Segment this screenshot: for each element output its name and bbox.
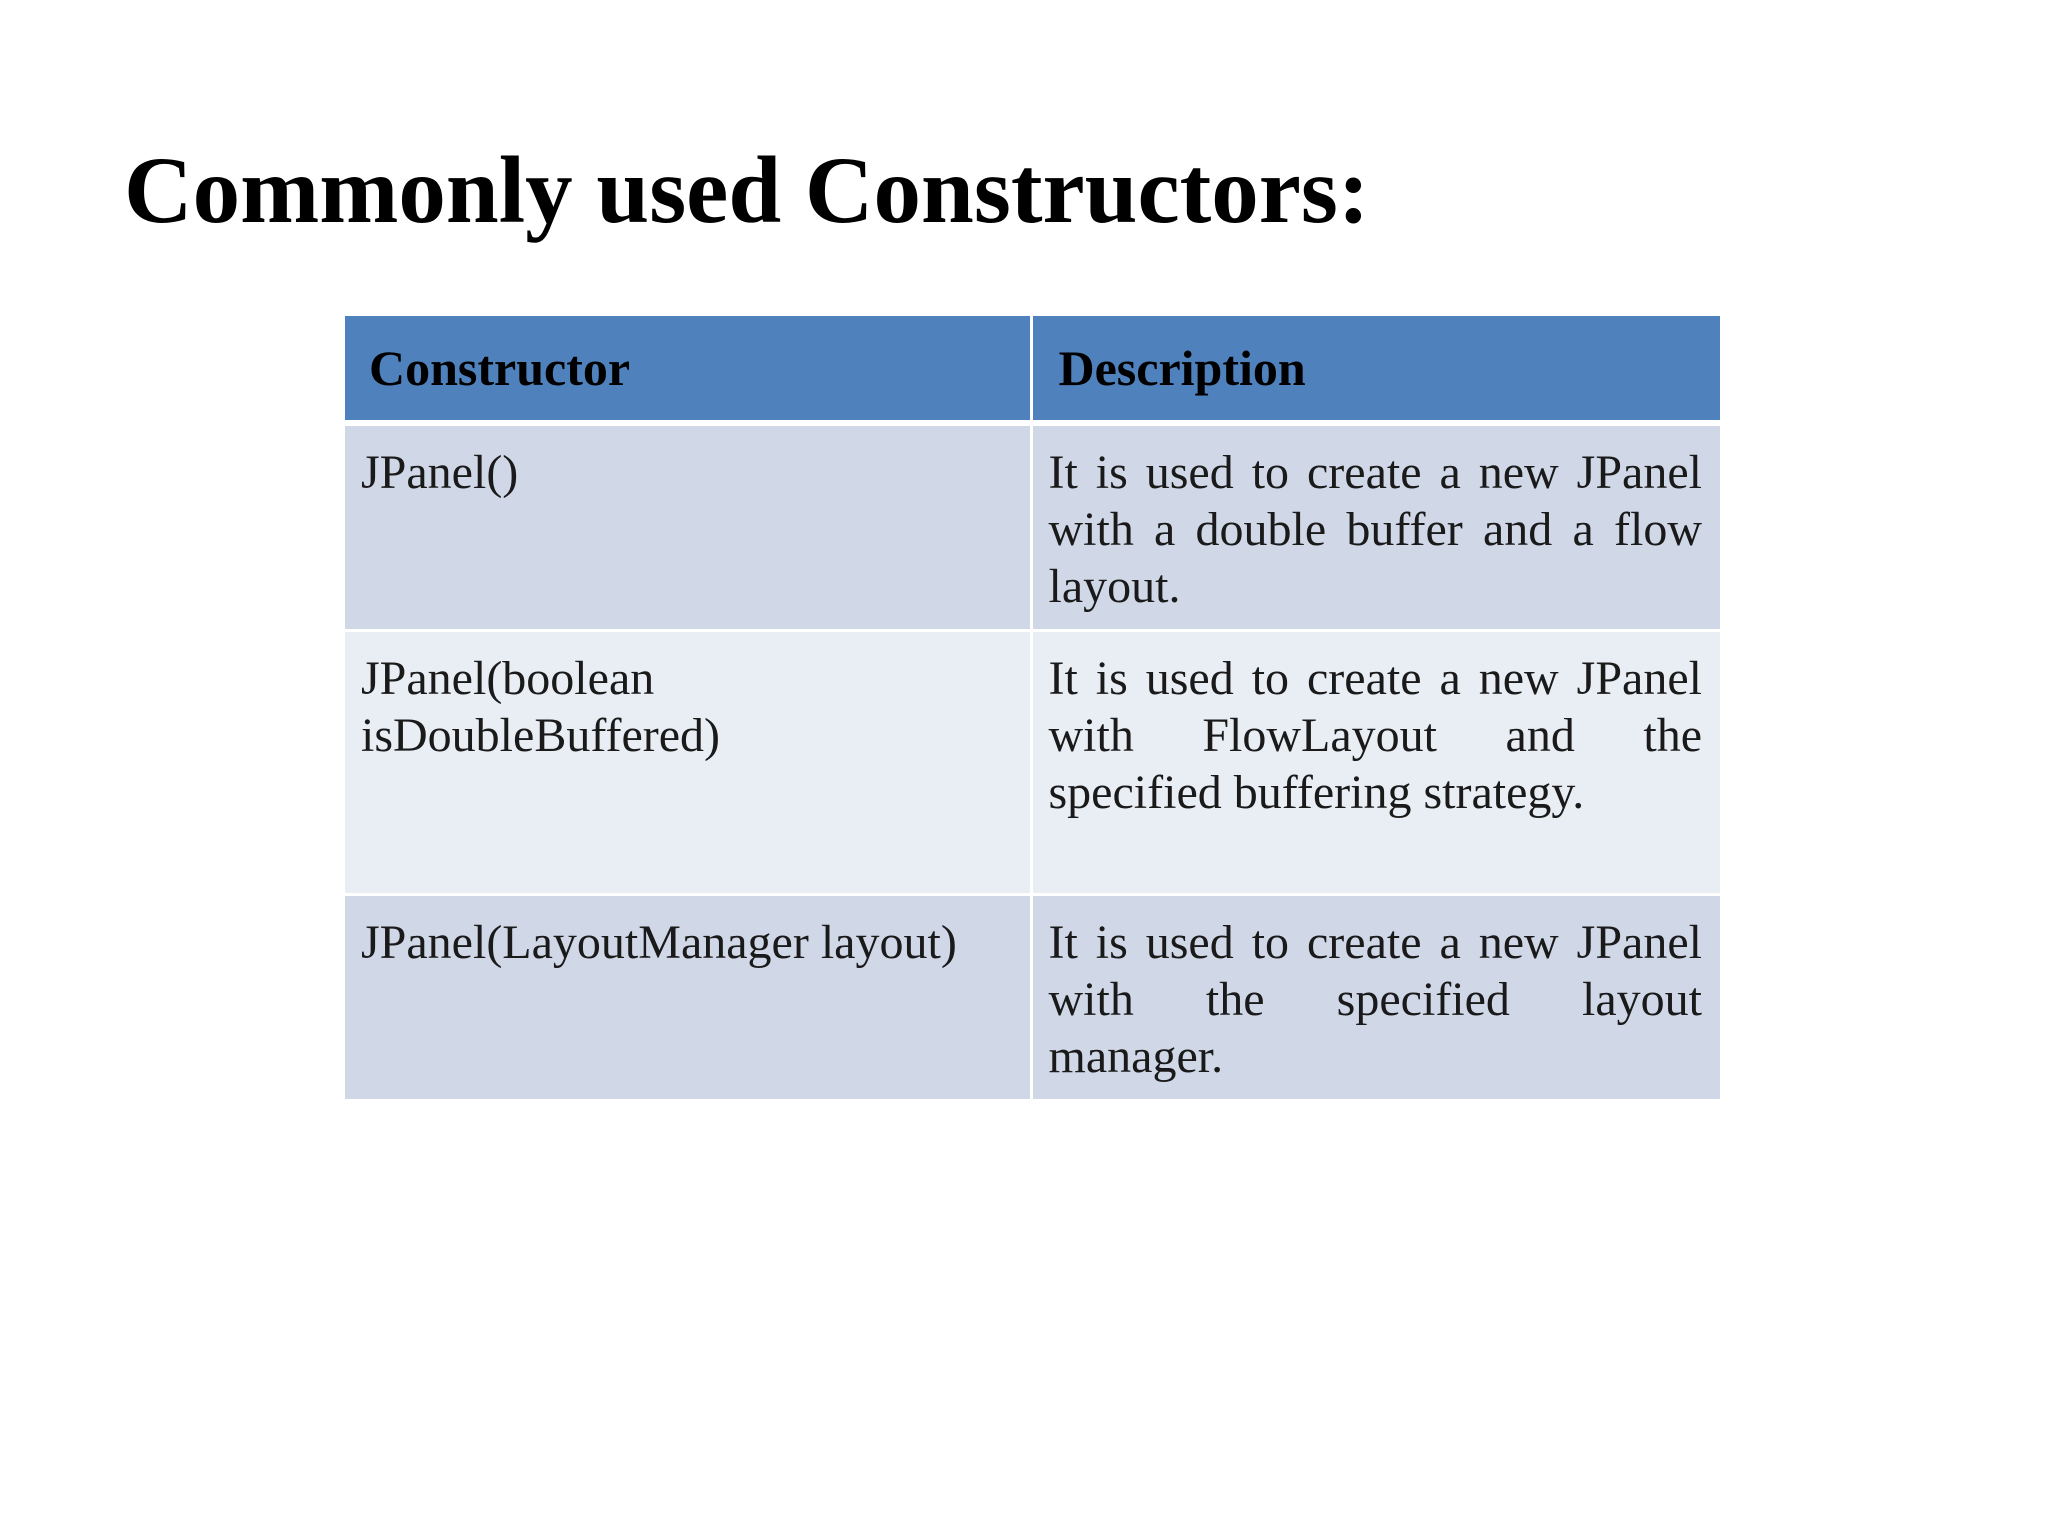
constructor-cell: JPanel(LayoutManager layout) xyxy=(345,895,1031,1101)
table-row xyxy=(345,631,1720,895)
description-cell: It is used to create a new JPanel with FlowLayout and the specified buffering strategy. xyxy=(1031,631,1720,895)
header-constructor: Constructor xyxy=(345,316,1031,423)
constructor-cell: JPanel() xyxy=(345,423,1031,631)
constructors-table-container xyxy=(345,316,1720,1102)
slide-title: Commonly used Constructors: xyxy=(124,137,1370,243)
description-cell: It is used to create a new JPanel with the specified layout manager. xyxy=(1031,895,1720,1101)
table-row xyxy=(345,423,1720,631)
constructors-table xyxy=(345,316,1720,1102)
header-description: Description xyxy=(1031,316,1720,423)
table-row xyxy=(345,895,1720,1101)
constructor-cell: JPanel(boolean isDoubleBuffered) xyxy=(345,631,1031,895)
description-cell: It is used to create a new JPanel with a double buffer and a flow layout. xyxy=(1031,423,1720,631)
table-header-row xyxy=(345,316,1720,423)
